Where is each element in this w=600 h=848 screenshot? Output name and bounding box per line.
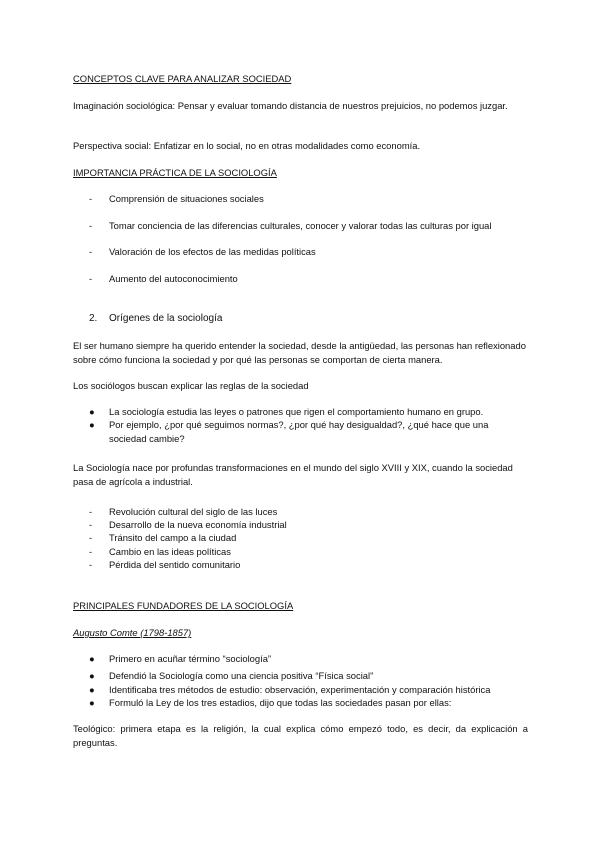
list-item-text: Valoración de los efectos de las medidas políticas (109, 246, 316, 257)
dash-marker: - (89, 559, 93, 570)
dash-marker: - (89, 273, 93, 284)
section-title: Orígenes de la sociología (109, 313, 223, 324)
heading-principales-fundadores: PRINCIPALES FUNDADORES DE LA SOCIOLOGÍA (73, 600, 294, 611)
bullet-marker: ● (89, 670, 95, 681)
list-item-text: La sociología estudia las leyes o patrones que rigen el comportamiento humano en grupo. (109, 406, 484, 417)
list-item-text: Primero en acuñar término “sociología” (109, 653, 272, 664)
list-item-text: Identificaba tres métodos de estudio: observación, experimentación y comparación histórica (109, 684, 491, 695)
paragraph-ser-humano: El ser humano siempre ha querido entender la sociedad, desde la antigüedad, las personas han reflexionado sobre cómo funciona la sociedad y por qué las personas se comportan de cierta manera. (73, 340, 526, 365)
dash-marker: - (89, 193, 93, 204)
paragraph-sociologia-nace: La Sociología nace por profundas transformaciones en el mundo del siglo XVIII y XIX, cuando la sociedad pasa de agrícola a industrial. (73, 462, 513, 487)
list-item-text: Revolución cultural del siglo de las luces (109, 506, 278, 517)
bullet-marker: ● (89, 653, 95, 664)
heading-conceptos-clave: CONCEPTOS CLAVE PARA ANALIZAR SOCIEDAD (73, 73, 292, 84)
list-item-text: Por ejemplo, ¿por qué seguimos normas?, ¿por qué hay desigualdad?, ¿qué hace que una sociedad cambie? (109, 419, 489, 444)
paragraph-imaginacion-sociologica: Imaginación sociológica: Pensar y evaluar tomando distancia de nuestros prejuicios, no podemos juzgar. (73, 100, 508, 111)
dash-marker: - (89, 546, 93, 557)
list-item-text: Aumento del autoconocimiento (109, 273, 238, 284)
section-number: 2. (89, 313, 98, 324)
list-item-text: Defendió la Sociología como una ciencia positiva “Física social” (109, 670, 374, 681)
list-item-text: Formuló la Ley de los tres estadios, dijo que todas las sociedades pasan por ellas: (109, 697, 452, 708)
dash-marker: - (89, 506, 93, 517)
paragraph-perspectiva-social: Perspectiva social: Enfatizar en lo social, no en otras modalidades como economía. (73, 140, 421, 151)
list-item-text: Pérdida del sentido comunitario (109, 559, 241, 570)
list-item-text: Cambio en las ideas políticas (109, 546, 231, 557)
dash-marker: - (89, 519, 93, 530)
paragraph-sociologos: Los sociólogos buscan explicar las reglas de la sociedad (73, 380, 309, 391)
list-item-text: Tránsito del campo a la ciudad (109, 532, 237, 543)
list-item-text: Tomar conciencia de las diferencias culturales, conocer y valorar todas las culturas por igual (109, 220, 492, 231)
bullet-marker: ● (89, 697, 95, 708)
bullet-marker: ● (89, 684, 95, 695)
list-item-text: Desarrollo de la nueva economía industrial (109, 519, 287, 530)
dash-marker: - (89, 532, 93, 543)
list-item-text: Comprensión de situaciones sociales (109, 193, 264, 204)
bullet-marker: ● (89, 419, 95, 430)
dash-marker: - (89, 220, 93, 231)
heading-augusto-comte: Augusto Comte (1798-1857) (73, 627, 192, 638)
paragraph-teologico: Teológico: primera etapa es la religión, la cual explica cómo empezó todo, es decir, da explicación a preguntas. (73, 723, 528, 748)
dash-marker: - (89, 246, 93, 257)
bullet-marker: ● (89, 406, 95, 417)
heading-importancia-practica: IMPORTANCIA PRÁCTICA DE LA SOCIOLOGÍA (73, 167, 277, 178)
